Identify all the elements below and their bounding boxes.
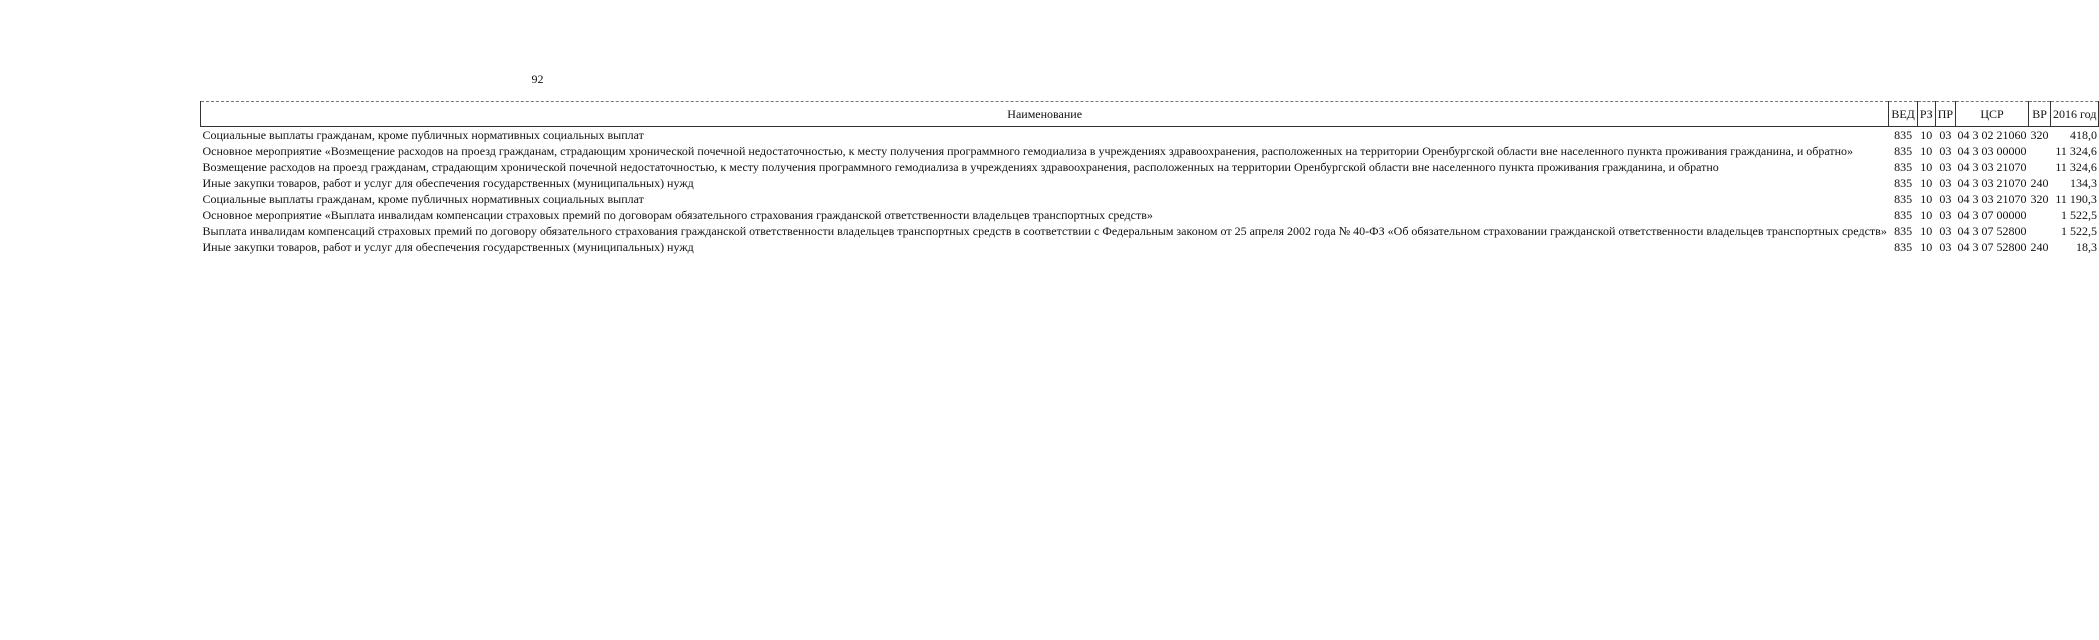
header-pr: ПР xyxy=(1935,102,1955,127)
row-name: Иные закупки товаров, работ и услуг для обеспечения государственных (муниципальных) нужд xyxy=(202,176,694,190)
row-vr xyxy=(2029,159,2051,175)
row-csr: 04 3 03 21070 xyxy=(1957,160,2027,174)
table-row xyxy=(201,159,2099,175)
row-amount: 11 324,6 xyxy=(2055,160,2097,174)
header-csr: ЦСР xyxy=(1956,102,2029,127)
row-ved: 835 xyxy=(1894,192,1913,206)
row-pr: 03 xyxy=(1939,160,1952,174)
row-pr: 03 xyxy=(1939,192,1952,206)
row-pr: 03 xyxy=(1939,128,1952,142)
table-row xyxy=(201,127,2099,144)
budget-table xyxy=(200,101,2099,255)
row-amount: 11 190,3 xyxy=(2055,192,2097,206)
row-pr: 03 xyxy=(1939,224,1952,238)
row-vr xyxy=(2029,207,2051,223)
row-csr: 04 3 07 52800 xyxy=(1957,240,2027,254)
row-rz: 10 xyxy=(1920,192,1933,206)
row-rz: 10 xyxy=(1920,160,1933,174)
row-vr xyxy=(2029,143,2051,159)
table-row xyxy=(201,143,2099,159)
row-rz: 10 xyxy=(1920,208,1933,222)
row-vr: 240 xyxy=(2030,240,2049,254)
row-name: Основное мероприятие «Выплата инвалидам компенсации страховых премий по договорам обязательного страхования гражданской ответственности владельцев транспортных средств» xyxy=(202,208,1153,222)
row-rz: 10 xyxy=(1920,144,1933,158)
row-name: Иные закупки товаров, работ и услуг для обеспечения государственных (муниципальных) нужд xyxy=(202,240,694,254)
header-ved: ВЕД xyxy=(1889,102,1918,127)
row-amount: 134,3 xyxy=(2069,176,2097,190)
row-name: Социальные выплаты гражданам, кроме публичных нормативных социальных выплат xyxy=(202,192,644,206)
row-csr: 04 3 03 00000 xyxy=(1957,144,2027,158)
row-csr: 04 3 03 21070 xyxy=(1957,192,2027,206)
row-vr: 320 xyxy=(2030,192,2049,206)
table-row xyxy=(201,207,2099,223)
row-ved: 835 xyxy=(1894,128,1913,142)
table-header-row xyxy=(201,102,2099,127)
table-row xyxy=(201,191,2099,207)
row-rz: 10 xyxy=(1920,224,1933,238)
row-rz: 10 xyxy=(1920,240,1933,254)
row-pr: 03 xyxy=(1939,240,1952,254)
row-ved: 835 xyxy=(1894,208,1913,222)
row-ved: 835 xyxy=(1894,176,1913,190)
row-amount: 18,3 xyxy=(2075,240,2097,254)
row-amount: 418,0 xyxy=(2069,128,2097,142)
header-rz: РЗ xyxy=(1917,102,1935,127)
row-ved: 835 xyxy=(1894,160,1913,174)
page-number: 92 xyxy=(531,72,544,86)
header-name: Наименование xyxy=(201,102,1889,127)
row-ved: 835 xyxy=(1894,144,1913,158)
row-pr: 03 xyxy=(1939,144,1952,158)
row-vr xyxy=(2029,223,2051,239)
row-csr: 04 3 02 21060 xyxy=(1957,128,2027,142)
table-row xyxy=(201,175,2099,191)
row-csr: 04 3 03 21070 xyxy=(1957,176,2027,190)
row-amount: 1 522,5 xyxy=(2060,224,2097,238)
header-year: 2016 год xyxy=(2051,102,2099,127)
row-ved: 835 xyxy=(1894,224,1913,238)
row-rz: 10 xyxy=(1920,128,1933,142)
row-amount: 11 324,6 xyxy=(2055,144,2097,158)
row-csr: 04 3 07 00000 xyxy=(1957,208,2027,222)
header-vr: ВР xyxy=(2029,102,2051,127)
row-vr: 320 xyxy=(2030,128,2049,142)
row-name: Выплата инвалидам компенсаций страховых премий по договору обязательного страхования гражданской ответственности владельцев транспортных средств в соответствии с Федеральным законом от 25 апреля 2002 года № 40-ФЗ «Об обязательном страховании гражданской ответственности владельцев транспортных средств» xyxy=(202,224,1887,238)
row-pr: 03 xyxy=(1939,208,1952,222)
row-csr: 04 3 07 52800 xyxy=(1957,224,2027,238)
row-rz: 10 xyxy=(1920,176,1933,190)
row-ved: 835 xyxy=(1894,240,1913,254)
row-pr: 03 xyxy=(1939,176,1952,190)
row-amount: 1 522,5 xyxy=(2060,208,2097,222)
row-vr: 240 xyxy=(2030,176,2049,190)
row-name: Основное мероприятие «Возмещение расходов на проезд гражданам, страдающим хронической почечной недостаточностью, к месту получения программного гемодиализа в учреждениях здравоохранения, расположенных на территории Оренбургской области вне населенного пункта проживания гражданина, и обратно» xyxy=(202,144,1854,158)
table-row xyxy=(201,223,2099,239)
row-name: Социальные выплаты гражданам, кроме публичных нормативных социальных выплат xyxy=(202,128,644,142)
table-row xyxy=(201,239,2099,255)
row-name: Возмещение расходов на проезд гражданам, страдающим хронической почечной недостаточностью, к месту получения программного гемодиализа в учреждениях здравоохранения, расположенных на территории Оренбургской области вне населенного пункта проживания гражданина, и обратно xyxy=(202,160,1719,174)
